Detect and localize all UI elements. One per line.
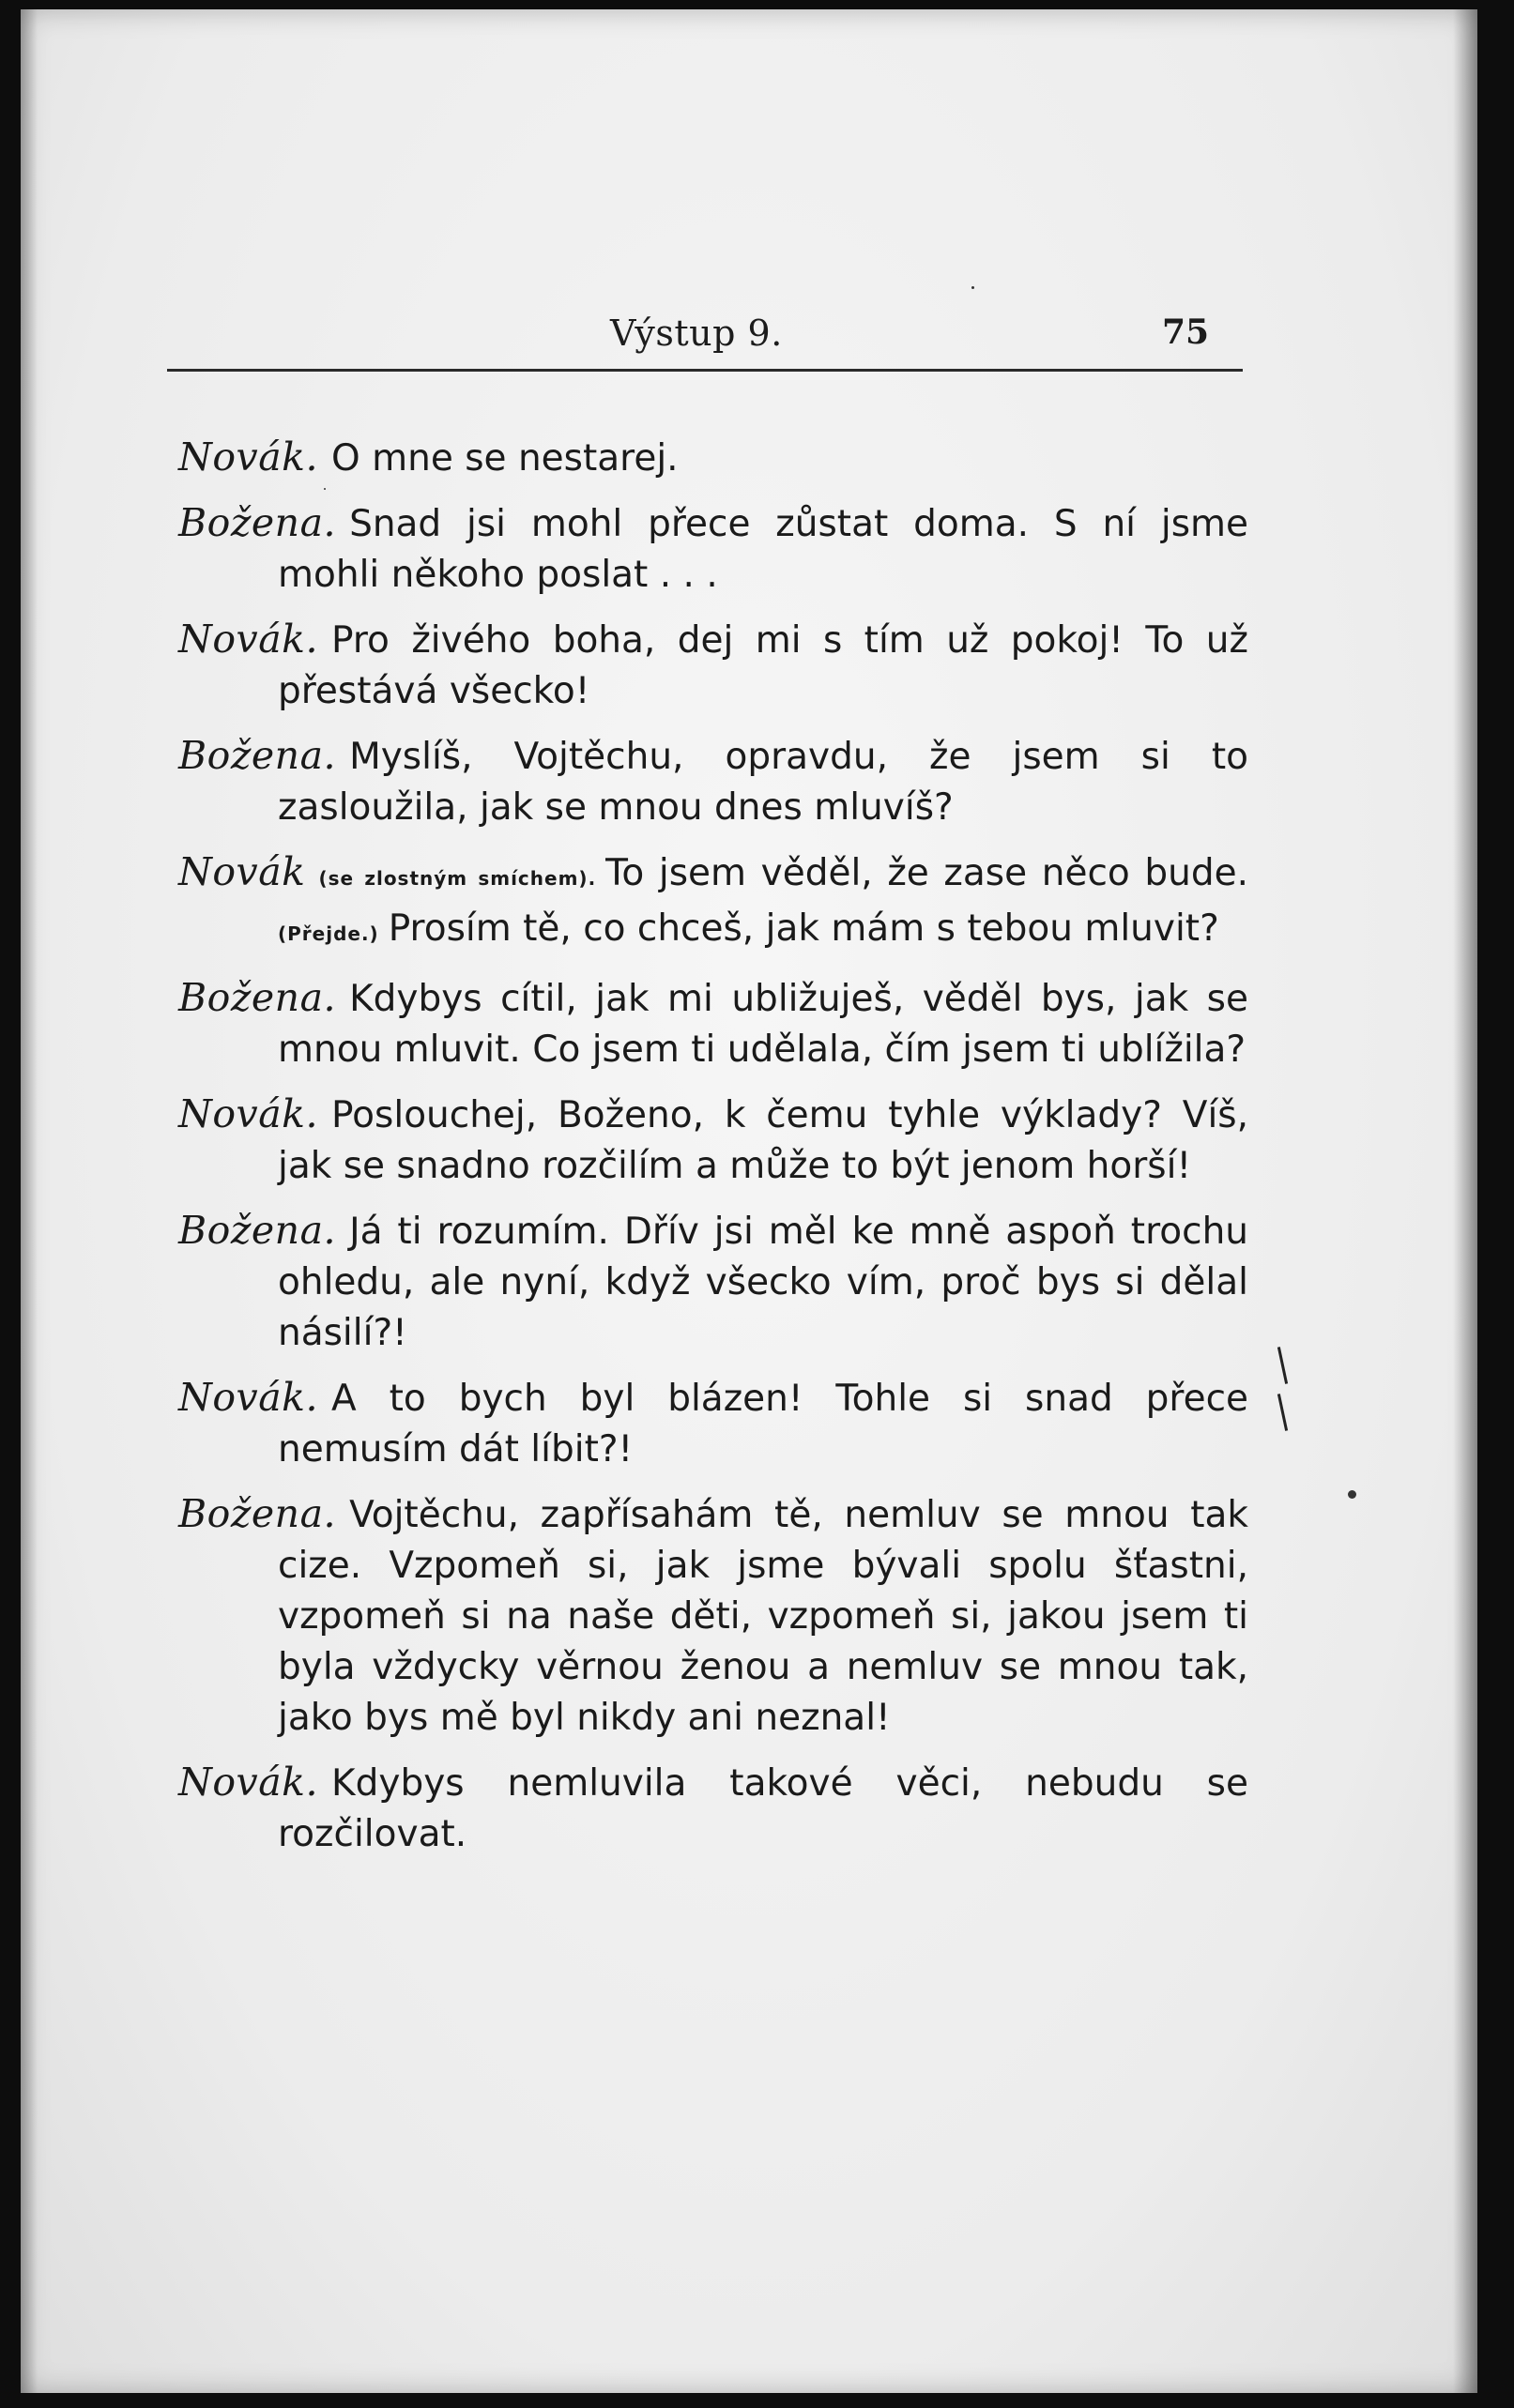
speech-text: Vojtěchu, zapřísahám tě, nemluv se mnou tak cize. Vzpomeň si, jak jsme bývali spolu šťastni, vzpomeň si na naše děti, vzpomeň si, jakou jsem ti byla vždycky věrnou ženou a nemluv se mnou tak, jako bys mě byl nikdy ani neznal! xyxy=(278,1494,1248,1739)
speech-line xyxy=(178,1757,1248,1860)
speech-text: Kdybys cítil, jak mi ubližuješ, věděl bys, jak se mnou mluvit. Co jsem ti udělala, čím jsem ti ublížila? xyxy=(278,978,1248,1071)
speech-line xyxy=(178,432,1248,484)
speech-text: Prosím tě, co chceš, jak mám s tebou mluvit? xyxy=(388,907,1219,950)
speech-line xyxy=(178,730,1248,833)
speaker-name: Božena. xyxy=(178,733,337,778)
speech-text: Poslouchej, Boženo, k čemu tyhle výklady? Víš, jak se snadno rozčilím a může to být jenom horší! xyxy=(278,1094,1248,1187)
stage-direction: (Přejde.) xyxy=(278,922,379,945)
dialogue-text xyxy=(178,432,1248,1873)
speech-text: A to bych byl blázen! Tohle si snad přece nemusím dát líbit?! xyxy=(278,1378,1248,1471)
speaker-name: Novák. xyxy=(178,1091,319,1136)
speech-line xyxy=(178,1089,1248,1192)
speech-text: Kdybys nemluvila takové věci, nebudu se rozčilovat. xyxy=(278,1762,1248,1855)
running-title: Výstup 9. xyxy=(610,312,783,354)
speech-text: Já ti rozumím. Dřív jsi měl ke mně aspoň trochu ohledu, ale nyní, když všecko vím, proč bys si dělal násilí?! xyxy=(278,1211,1248,1354)
speaker-name: Novák. xyxy=(178,434,319,480)
page-number: 75 xyxy=(1162,312,1210,352)
speaker-name: Božena. xyxy=(178,1208,337,1253)
speech-line xyxy=(178,1488,1248,1744)
stage-direction: (se zlostným smíchem). xyxy=(318,867,597,890)
speech-text: Pro živého boha, dej mi s tím už pokoj! To už přestává všecko! xyxy=(278,619,1248,712)
speech-line xyxy=(178,1372,1248,1475)
speech-text: Snad jsi mohl přece zůstat doma. S ní jsme mohli někoho poslat . . . xyxy=(278,503,1248,596)
speaker-name: Novák. xyxy=(178,617,319,662)
speaker-name: Božena. xyxy=(178,500,337,545)
scan-speck xyxy=(971,286,974,289)
speech-line xyxy=(178,614,1248,717)
scan-speck xyxy=(1348,1490,1356,1499)
speaker-name: Novák. xyxy=(178,1760,319,1805)
speaker-name: Novák xyxy=(178,849,306,894)
speech-text: To jsem věděl, že zase něco bude. xyxy=(605,852,1248,894)
speaker-name: Božena. xyxy=(178,1491,337,1536)
speech-text: Myslíš, Vojtěchu, opravdu, že jsem si to zasloužila, jak se mnou dnes mluvíš? xyxy=(278,736,1248,829)
speech-line xyxy=(178,1205,1248,1359)
speech-line xyxy=(178,972,1248,1075)
speech-line xyxy=(178,497,1248,601)
header-rule xyxy=(167,369,1243,372)
speech-line xyxy=(178,846,1248,959)
page-header xyxy=(0,305,1514,371)
speaker-name: Božena. xyxy=(178,975,337,1020)
speaker-name: Novák. xyxy=(178,1375,319,1420)
speech-text: O mne se nestarej. xyxy=(331,437,679,480)
scan-speck xyxy=(324,488,326,490)
